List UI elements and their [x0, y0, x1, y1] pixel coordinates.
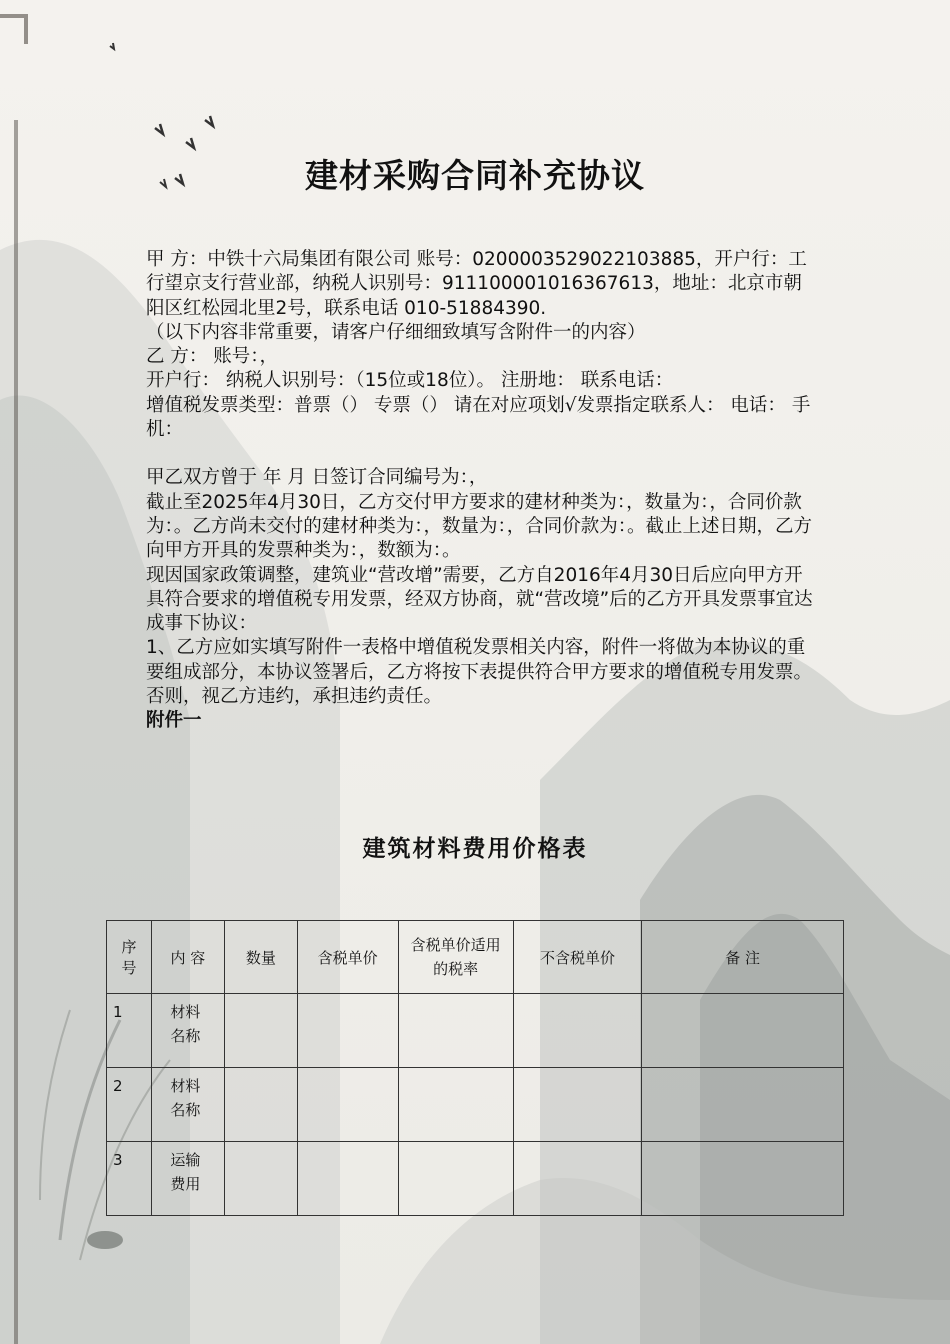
row-cell: [398, 1142, 513, 1216]
row-cell: [224, 1068, 297, 1142]
row-cell: [297, 1068, 398, 1142]
row-cell: [513, 1068, 642, 1142]
row-cell: [513, 994, 642, 1068]
policy-paragraph: 现因国家政策调整，建筑业“营改增”需要，乙方自2016年4月30日后应向甲方开具符合要求的增值税专用发票，经双方协商，就“营改境”后的乙方开具发票事宜达成事下协议：: [146, 564, 813, 635]
row-cell: [642, 994, 844, 1068]
row-cell: [513, 1142, 642, 1216]
spacer: [146, 442, 814, 466]
party-b-bank-info: 开户行： 纳税人识别号：（15位或18位）。 注册地： 联系电话：: [146, 370, 674, 392]
header-quantity: 数量: [224, 921, 297, 994]
row-cell: [224, 994, 297, 1068]
header-tax-rate: 含税单价适用的税率: [398, 921, 513, 994]
row-cell: [642, 1142, 844, 1216]
table-row: [107, 1142, 844, 1216]
header-content: 内 容: [151, 921, 224, 994]
row-cell: [642, 1068, 844, 1142]
row-content: 材料名称: [151, 994, 224, 1068]
attachment-label: 附件一: [146, 710, 202, 732]
row-content: 材料名称: [151, 1068, 224, 1142]
left-border-line: [14, 120, 18, 1344]
row-cell: [297, 1142, 398, 1216]
corner-ornament: [0, 14, 28, 44]
important-note: （以下内容非常重要，请客户仔细细致填写含附件一的内容）: [146, 321, 646, 343]
row-index: 3: [107, 1142, 152, 1216]
agreement-body: [146, 248, 814, 734]
row-index: 1: [107, 994, 152, 1068]
header-index: 序号: [107, 921, 152, 994]
row-cell: [297, 994, 398, 1068]
party-b-info: 乙 方： 账号：，: [146, 346, 279, 368]
row-cell: [398, 994, 513, 1068]
header-tax-incl-price: 含税单价: [297, 921, 398, 994]
table-row: [107, 1068, 844, 1142]
row-content: 运输费用: [151, 1142, 224, 1216]
contract-date-paragraph: 甲乙双方曾于 年 月 日签订合同编号为：，: [146, 467, 488, 489]
clause-1: 1、乙方应如实填写附件一表格中增值税发票相关内容，附件一将做为本协议的重要组成部分，本协议签署后，乙方将按下表提供符合甲方要求的增值税专用发票。否则，视乙方违约，承担违约责任。: [146, 637, 813, 708]
invoice-type-info: 增值税发票类型：普票（） 专票（） 请在对应项划√发票指定联系人： 电话： 手机：: [146, 394, 811, 441]
document-title: 建材采购合同补充协议: [305, 156, 645, 195]
delivery-status-paragraph: 截止至2025年4月30日，乙方交付甲方要求的建材种类为：，数量为：，合同价款为：。乙方尚未交付的建材种类为：，数量为：，合同价款为：。截止上述日期，乙方向甲方开具的发票种类为：，数额为：。: [146, 491, 813, 562]
party-a-info: 甲 方：中铁十六局集团有限公司 账号：020000352902210​3885，开户行：工行望京支行营业部，纳税人识别号：91110000101636​7613，地址：北京市朝阳区红松园北里2号，联系电话 010-51884390.: [146, 249, 807, 319]
row-cell: [398, 1068, 513, 1142]
table-row: [107, 994, 844, 1068]
table-title: 建筑材料费用价格表: [362, 836, 588, 862]
row-cell: [224, 1142, 297, 1216]
row-index: 2: [107, 1068, 152, 1142]
header-tax-excl-price: 不含税单价: [513, 921, 642, 994]
table-header-row: [107, 921, 844, 994]
price-table: [106, 920, 844, 1216]
header-remarks: 备 注: [642, 921, 844, 994]
